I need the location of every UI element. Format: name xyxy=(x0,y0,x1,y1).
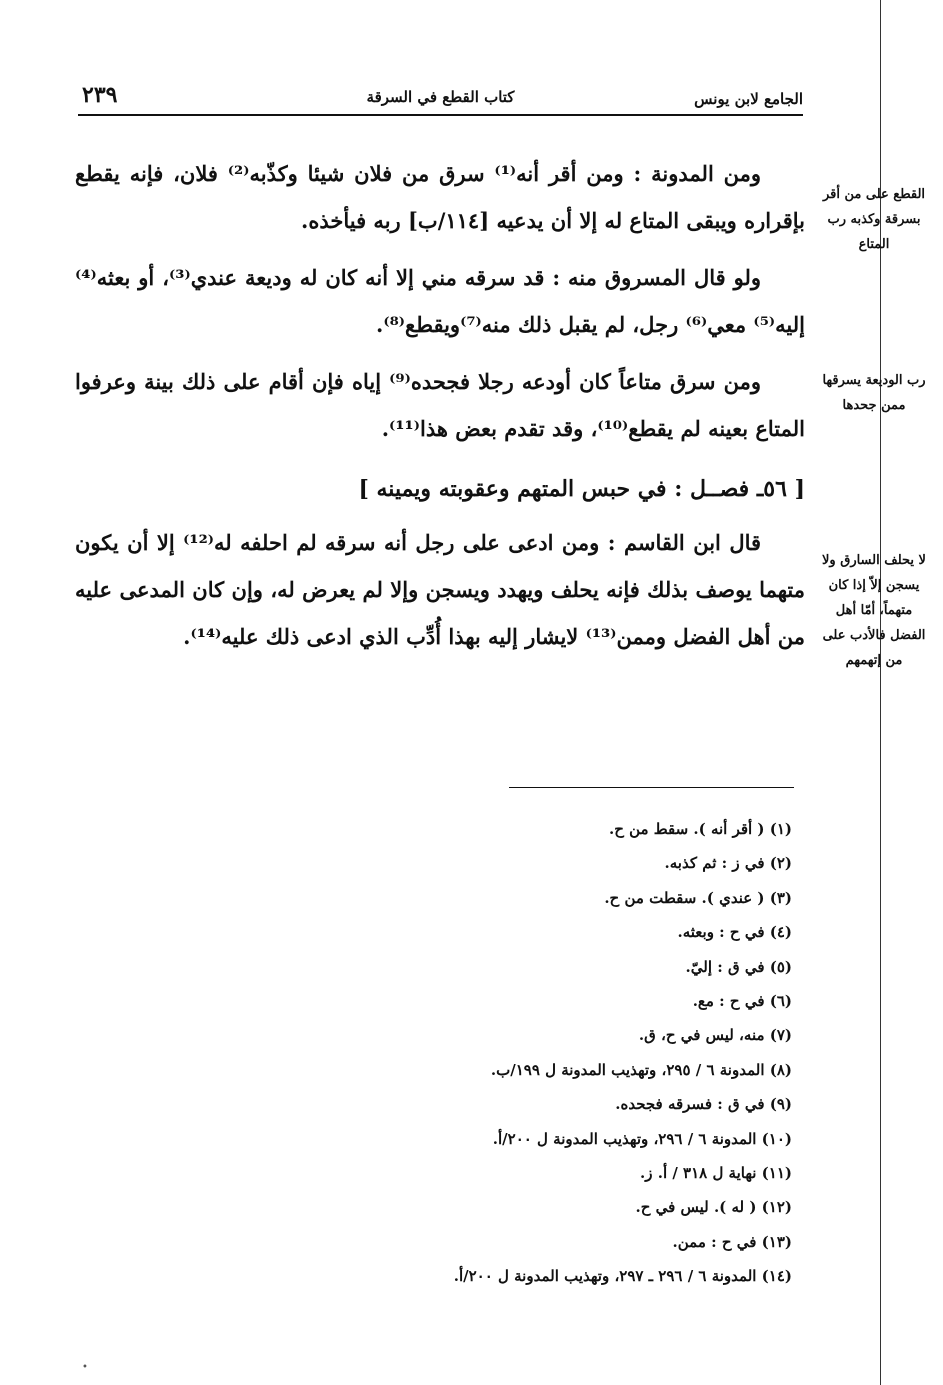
paragraph-text: ومن أقر أنه⁽¹⁾ سرق من فلان شيئا وكذّبه⁽²⁾ فلان، فإنه يقطع بإقراره ويبقى المتاع له إلا أن يدعيه [١١٤/ب] ربه فيأخذه. xyxy=(75,161,805,233)
footnote: (١٠) المدونة ٦ / ٢٩٦، وتهذيب المدونة ل ٢٠٠/أ. xyxy=(492,1129,792,1148)
footnote: (٢) في ز : ثم كذبه. xyxy=(664,854,792,873)
footnote: (١٢) ( له ). ليس في ح. xyxy=(635,1198,792,1217)
paragraph-lead: ومن المدونة : xyxy=(633,161,762,186)
page-number: ٢٣٩ xyxy=(82,82,118,108)
running-title: الجامع لابن يونس xyxy=(694,90,803,108)
page-header xyxy=(78,82,803,116)
header-rule xyxy=(78,114,803,116)
footnote-rule xyxy=(509,787,794,788)
section-heading: [ ٥٦ـ فصــل : في حبس المتهم وعقوبته ويمينه ] xyxy=(358,476,805,502)
footnote: (٤) في ح : وبعثه. xyxy=(677,923,792,942)
paragraph-3 xyxy=(75,358,805,452)
scan-speck: • xyxy=(82,1362,88,1373)
main-text xyxy=(75,150,805,670)
book-title: كتاب القطع في السرقة xyxy=(366,88,515,106)
footnote: (١١) نهاية ل ٣١٨ / أ. ز. xyxy=(640,1164,792,1183)
paragraph-text: ومن سرق متاعاً كان أودعه رجلا فجحده⁽⁹⁾ إياه فإن أقام على ذلك بينة وعرفوا المتاع بعينه لم يقطع⁽¹⁰⁾، وقد تقدم بعض هذا⁽¹¹⁾. xyxy=(75,369,805,441)
paragraph-1 xyxy=(75,150,805,244)
footnote: (٨) المدونة ٦ / ٢٩٥، وتهذيب المدونة ل ١٩٩/ب. xyxy=(490,1060,792,1079)
side-note-1: القطع على من أقر بسرقة وكذبه رب المتاع xyxy=(822,187,926,252)
footnote: (٣) ( عندي ). سقطت من ح. xyxy=(604,888,792,907)
side-note-3: لا يحلف السارق ولا يسجن إلاّ إذا كان متهماً، أمّا أهل الفضل فالأدب على من إتهمهم xyxy=(822,553,926,668)
footnote: (١) ( أقر أنه ). سقط من ح. xyxy=(609,820,792,838)
footnote: (١٤) المدونة ٦ / ٢٩٦ ـ ٢٩٧، وتهذيب المدونة ل ٢٠٠/أ. xyxy=(453,1267,792,1286)
paragraph-lead: قال ابن القاسم : xyxy=(607,530,762,555)
paragraph-2 xyxy=(75,254,805,348)
paragraph-text: ولو قال المسروق منه : قد سرقه مني إلا أنه كان له وديعة عندي⁽³⁾، أو بعثه⁽⁴⁾ إليه⁽⁵⁾ معي⁽⁶⁾ رجل، لم يقبل ذلك منه⁽⁷⁾ويقطع⁽⁸⁾. xyxy=(75,265,805,337)
footnote: (٩) في ق : فسرقه فجحده. xyxy=(615,1095,792,1114)
footnote: (٥) في ق : إليّ. xyxy=(685,957,792,976)
footnote: (٦) في ح : مع. xyxy=(692,992,792,1011)
side-note-2: رب الوديعة يسرقها ممن جحدها xyxy=(822,373,926,413)
footnote: (١٣) في ح : ممن. xyxy=(672,1232,792,1251)
paragraph-text: ومن ادعى على رجل أنه سرقه لم احلفه له⁽¹²⁾ إلا أن يكون متهما يوصف بذلك فإنه يحلف ويهدد ويسجن وإلا لم يعرض له، وإن كان المدعى عليه من أهل الفضل وممن⁽¹³⁾ لايشار إليه بهذا أُدِّب الذي ادعى ذلك عليه⁽¹⁴⁾. xyxy=(75,530,805,649)
footnotes xyxy=(200,812,792,1294)
paragraph-4 xyxy=(75,519,805,660)
footnote: (٧) منه، ليس في ح، ق. xyxy=(638,1026,792,1045)
